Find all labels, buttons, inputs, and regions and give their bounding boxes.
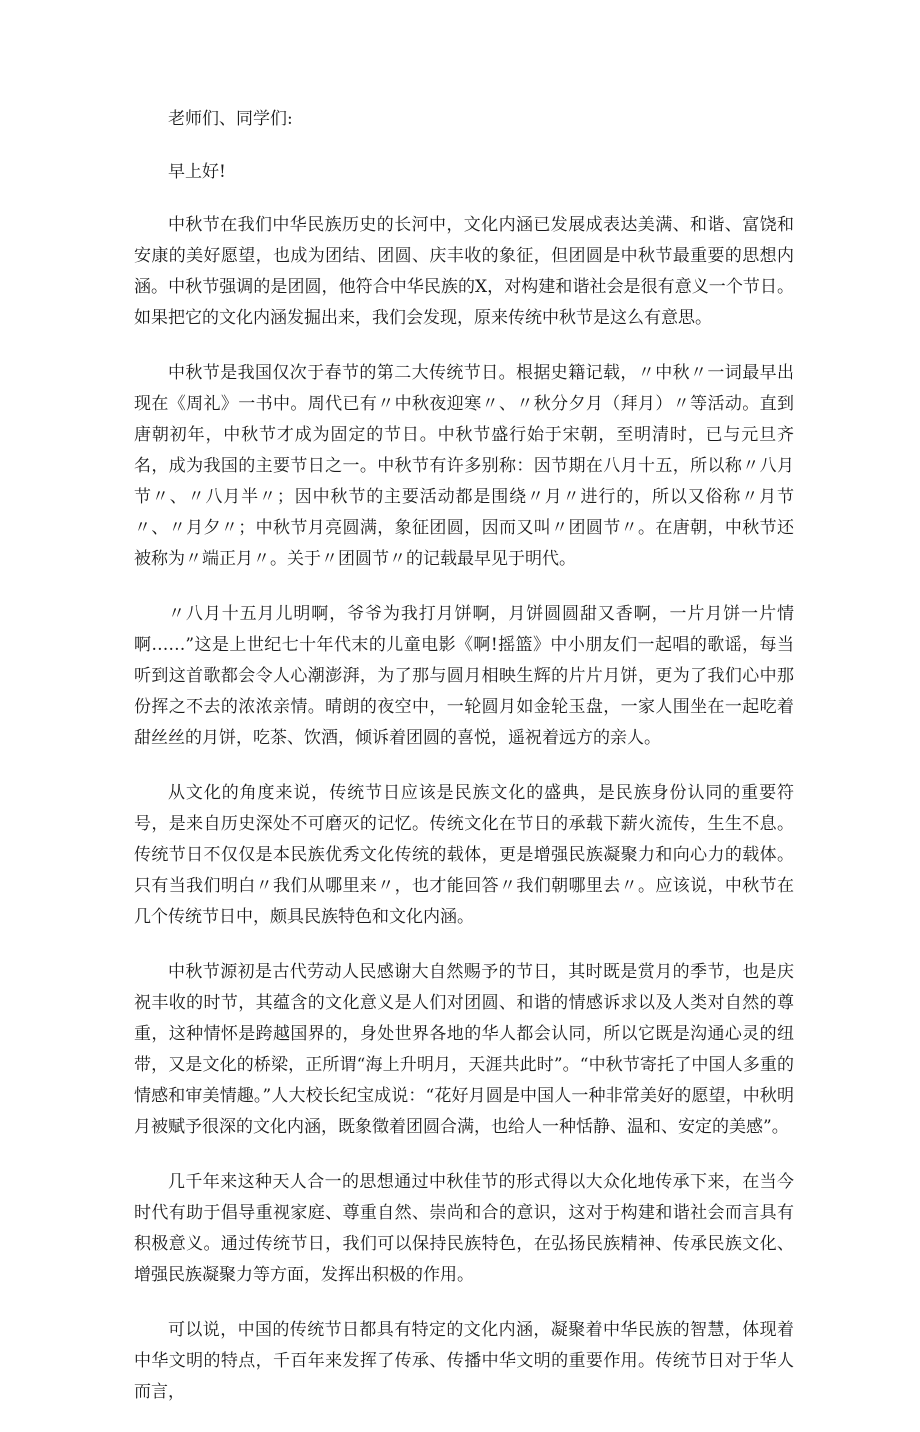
paragraph-7: 可以说，中国的传统节日都具有特定的文化内涵，凝聚着中华民族的智慧，体现着中华文明的特点，千百年来发挥了传承、传播中华文明的重要作用。传统节日对于华人而言， <box>134 1320 794 1402</box>
paragraph-5: 中秋节源初是古代劳动人民感谢大自然赐予的节日，其时既是赏月的季节，也是庆祝丰收的时节，其蕴含的文化意义是人们对团圆、和谐的情感诉求以及人类对自然的尊重，这种情怀是跨越国界的，身处世界各地的华人都会认同，所以它既是沟通心灵的纽带，又是文化的桥梁，正所谓“海上升明月，天涯共此时”。“中秋节寄托了中国人多重的情感和审美情趣。”人大校长纪宝成说：“花好月圆是中国人一种非常美好的愿望，中秋明月被赋予很深的文化内涵，既象徵着团圆合满，也给人一种恬静、温和、安定的美感”。 <box>134 962 794 1137</box>
paragraph-1: 中秋节在我们中华民族历史的长河中，文化内涵已发展成表达美满、和谐、富饶和安康的美好愿望，也成为团结、团圆、庆丰收的象征，但团圆是中秋节最重要的思想内涵。中秋节强调的是团圆，他符合中华民族的X，对构建和谐社会是很有意义一个节日。如果把它的文化内涵发掘出来，我们会发现，原来传统中秋节是这么有意思。 <box>134 215 794 328</box>
greeting: 早上好! <box>168 162 226 182</box>
salutation: 老师们、同学们: <box>168 109 293 129</box>
paragraph-2: 中秋节是我国仅次于春节的第二大传统节日。根据史籍记载，〃中秋〃一词最早出现在《周礼》一书中。周代已有〃中秋夜迎寒〃、〃秋分夕月（拜月）〃等活动。直到唐朝初年，中秋节才成为固定的节日。中秋节盛行始于宋朝，至明清时，已与元旦齐名，成为我国的主要节日之一。中秋节有许多别称：因节期在八月十五，所以称〃八月节〃、〃八月半〃；因中秋节的主要活动都是围绕〃月〃进行的，所以又俗称〃月节〃、〃月夕〃；中秋节月亮圆满，象征团圆，因而又叫〃团圆节〃。在唐朝，中秋节还被称为〃端正月〃。关于〃团圆节〃的记载最早见于明代。 <box>134 363 794 569</box>
speech-text <box>134 104 794 1432</box>
paragraph-3: 〃八月十五月儿明啊，爷爷为我打月饼啊，月饼圆圆甜又香啊，一片月饼一片情啊……”这是上世纪七十年代末的儿童电影《啊!摇篮》中小朋友们一起唱的歌谣，每当听到这首歌都会令人心潮澎湃，为了那与圆月相映生辉的片片月饼，更为了我们心中那份挥之不去的浓浓亲情。晴朗的夜空中，一轮圆月如金轮玉盘，一家人围坐在一起吃着甜丝丝的月饼，吃茶、饮酒，倾诉着团圆的喜悦，遥祝着远方的亲人。 <box>134 604 794 748</box>
paragraph-6: 几千年来这种天人合一的思想通过中秋佳节的形式得以大众化地传承下来，在当今时代有助于倡导重视家庭、尊重自然、崇尚和合的意识，这对于构建和谐社会而言具有积极意义。通过传统节日，我们可以保持民族特色，在弘扬民族精神、传承民族文化、增强民族凝聚力等方面，发挥出积极的作用。 <box>134 1172 794 1285</box>
paragraph-4: 从文化的角度来说，传统节日应该是民族文化的盛典，是民族身份认同的重要符号，是来自历史深处不可磨灭的记忆。传统文化在节日的承载下薪火流传，生生不息。传统节日不仅仅是本民族优秀文化传统的载体，更是增强民族凝聚力和向心力的载体。只有当我们明白〃我们从哪里来〃，也才能回答〃我们朝哪里去〃。应该说，中秋节在几个传统节日中，颇具民族特色和文化内涵。 <box>134 783 794 927</box>
